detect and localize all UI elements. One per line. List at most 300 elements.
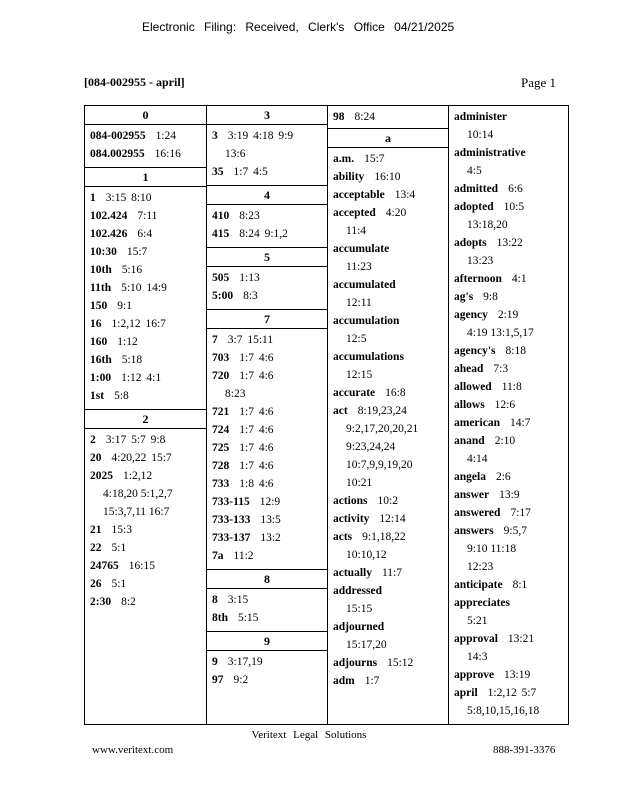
page-line-refs: 10:14 — [467, 129, 494, 141]
index-entry — [207, 529, 327, 547]
index-term: 725 — [212, 442, 230, 454]
index-term: appreciates — [454, 597, 511, 609]
index-entry-line — [449, 360, 568, 378]
index-term: approval — [454, 633, 498, 645]
index-entry-line — [85, 557, 206, 575]
index-entry-line — [328, 672, 448, 690]
index-entry-line — [328, 384, 448, 402]
index-term: 98 — [333, 111, 345, 123]
index-entry — [85, 225, 206, 243]
index-entry — [207, 671, 327, 689]
index-column-4 — [448, 106, 568, 724]
index-entry-line — [449, 666, 568, 684]
page-line-refs: 13:18,20 — [467, 219, 508, 231]
index-entry-line — [85, 127, 206, 145]
page-line-refs: 11:23 — [346, 261, 372, 273]
index-entry-continuation — [449, 450, 568, 468]
index-term: 084-002955 — [90, 130, 146, 142]
page-line-refs: 15:3,7,11 16:7 — [103, 506, 170, 518]
index-entry-line — [449, 468, 568, 486]
index-term: administer — [454, 111, 508, 123]
page-line-refs: 12:6 — [494, 399, 516, 411]
page-line-refs: 1:12 — [117, 336, 138, 348]
page-line-refs: 1:2,12 16:7 — [111, 318, 166, 330]
index-entry — [449, 396, 568, 414]
index-entry — [449, 288, 568, 306]
index-entry — [328, 204, 448, 240]
index-entry — [207, 609, 327, 627]
index-entry — [85, 557, 206, 575]
index-entry-line — [207, 529, 327, 547]
index-entry-continuation — [449, 324, 568, 342]
index-entry — [85, 467, 206, 521]
index-entry-line — [207, 207, 327, 225]
index-entry — [328, 108, 448, 126]
page-line-refs: 13:19 — [504, 669, 531, 681]
section-entries — [207, 589, 327, 631]
index-entry-continuation — [449, 216, 568, 234]
index-entry-continuation — [207, 145, 327, 163]
page-line-refs: 7:17 — [510, 507, 531, 519]
page-line-refs: 1:7 4:6 — [239, 424, 274, 436]
index-term: 22 — [90, 542, 102, 554]
column-top-entries — [449, 106, 568, 724]
index-entry-line — [207, 547, 327, 565]
section-entries — [85, 429, 206, 615]
index-entry — [449, 486, 568, 504]
index-term: administrative — [454, 147, 526, 159]
page-line-refs: 1:7 4:6 — [239, 352, 274, 364]
index-term: 1 — [90, 192, 96, 204]
index-entry-line — [449, 306, 568, 324]
page-line-refs: 6:6 — [508, 183, 523, 195]
index-entry-line — [207, 127, 327, 145]
index-entry-line — [449, 378, 568, 396]
word-index-grid — [84, 105, 569, 725]
index-term: 733 — [212, 478, 230, 490]
index-term: 724 — [212, 424, 230, 436]
index-term: adjourned — [333, 621, 385, 633]
page-line-refs: 12:23 — [467, 561, 494, 573]
index-term: april — [454, 687, 478, 699]
index-section — [207, 247, 327, 309]
index-entry — [207, 207, 327, 225]
index-section — [207, 309, 327, 569]
page-line-refs: 5:10 14:9 — [121, 282, 167, 294]
index-entry-continuation — [207, 385, 327, 403]
index-entry — [207, 287, 327, 305]
page-line-refs: 5:15 — [237, 612, 259, 624]
page-line-refs: 1:13 — [239, 272, 260, 284]
index-entry — [85, 261, 206, 279]
page-line-refs: 15:7 — [364, 153, 385, 165]
index-entry-line — [207, 511, 327, 529]
page-line-refs: 1:2,12 — [123, 470, 153, 482]
index-entry — [449, 468, 568, 486]
index-term: 2 — [90, 434, 96, 446]
index-term: 1st — [90, 390, 105, 402]
index-entry-line — [85, 189, 206, 207]
index-entry-continuation — [449, 702, 568, 720]
index-entry-continuation — [328, 222, 448, 240]
page-line-refs: 1:7 — [364, 675, 380, 687]
index-section — [85, 106, 206, 167]
index-term: american — [454, 417, 500, 429]
section-entries — [207, 651, 327, 693]
page-line-refs: 4:20,22 15:7 — [111, 452, 172, 464]
page-line-refs: 4:19 13:1,5,17 — [467, 327, 534, 339]
index-entry — [85, 333, 206, 351]
index-term: afternoon — [454, 273, 502, 285]
page-line-refs: 16:10 — [374, 171, 401, 183]
index-entry-continuation — [328, 438, 448, 456]
index-column-2 — [206, 106, 327, 724]
page-line-refs: 9:8 — [483, 291, 498, 303]
section-entries — [207, 205, 327, 247]
index-entry — [449, 594, 568, 630]
index-entry-continuation — [328, 366, 448, 384]
index-entry-line — [85, 261, 206, 279]
page-line-refs: 10:21 — [346, 477, 373, 489]
index-entry-line — [207, 367, 327, 385]
index-term: 733-133 — [212, 514, 251, 526]
index-entry-line — [328, 168, 448, 186]
index-entry-continuation — [328, 546, 448, 564]
page-line-refs: 12:11 — [346, 297, 372, 309]
page-line-refs: 13:9 — [499, 489, 520, 501]
page-line-refs: 3:7 15:11 — [227, 334, 274, 346]
page-line-refs: 7:11 — [137, 210, 158, 222]
index-entry — [85, 297, 206, 315]
page-line-refs: 12:5 — [346, 333, 367, 345]
index-entry — [449, 198, 568, 234]
index-entry-line — [328, 186, 448, 204]
section-entries — [328, 148, 448, 694]
index-entry-line — [207, 671, 327, 689]
index-entry — [85, 279, 206, 297]
index-entry — [328, 618, 448, 654]
index-term: adjourns — [333, 657, 378, 669]
index-entry-line — [449, 414, 568, 432]
index-term: act — [333, 405, 348, 417]
index-entry — [85, 369, 206, 387]
index-entry-line — [85, 369, 206, 387]
page-line-refs: 2:19 — [497, 309, 519, 321]
index-column-3 — [327, 106, 448, 724]
index-term: 16th — [90, 354, 112, 366]
index-entry-line — [449, 396, 568, 414]
index-term: actions — [333, 495, 368, 507]
page-line-refs: 13:21 — [507, 633, 535, 645]
page-line-refs: 15:15 — [346, 603, 373, 615]
index-entry-line — [85, 297, 206, 315]
section-header: a — [328, 129, 448, 148]
index-entry — [328, 168, 448, 186]
index-entry-continuation — [328, 294, 448, 312]
index-term: 26 — [90, 578, 102, 590]
index-entry — [328, 564, 448, 582]
page-line-refs: 12:9 — [259, 496, 281, 508]
index-term: 102.424 — [90, 210, 128, 222]
index-term: accumulations — [333, 351, 404, 363]
page-line-refs: 3:15 8:10 — [105, 192, 152, 204]
index-entry — [449, 306, 568, 342]
index-entry-line — [328, 348, 448, 366]
index-term: 1:00 — [90, 372, 112, 384]
index-entry-line — [207, 269, 327, 287]
index-entry-line — [85, 315, 206, 333]
index-term: actually — [333, 567, 372, 579]
index-entry-line — [328, 510, 448, 528]
index-section — [85, 409, 206, 615]
index-entry — [328, 402, 448, 492]
page-line-refs: 5:8,10,15,16,18 — [467, 705, 540, 717]
index-entry-line — [85, 351, 206, 369]
index-entry — [207, 653, 327, 671]
page-line-refs: 4:18,20 5:1,2,7 — [103, 488, 173, 500]
index-term: accumulated — [333, 279, 396, 291]
index-entry-line — [328, 276, 448, 294]
index-entry-line — [207, 493, 327, 511]
index-entry-continuation — [328, 636, 448, 654]
index-entry-line — [328, 618, 448, 636]
index-entry-line — [328, 528, 448, 546]
index-entry-line — [449, 486, 568, 504]
page-line-refs: 1:24 — [155, 130, 177, 142]
page-line-refs: 5:1 — [111, 578, 127, 590]
index-entry-continuation — [85, 503, 206, 521]
index-term: 084.002955 — [90, 148, 145, 160]
index-term: 11th — [90, 282, 112, 294]
index-term: 721 — [212, 406, 230, 418]
index-entry — [449, 666, 568, 684]
index-term: 733-115 — [212, 496, 250, 508]
index-entry-continuation — [449, 612, 568, 630]
page-line-refs: 9:2,17,20,20,21 — [346, 423, 419, 435]
index-term: answer — [454, 489, 490, 501]
index-term: 16 — [90, 318, 102, 330]
index-entry-line — [328, 312, 448, 330]
index-entry — [85, 387, 206, 405]
page-line-refs: 10:7,9,9,19,20 — [346, 459, 413, 471]
page-line-refs: 3:15 — [227, 594, 249, 606]
page-line-refs: 13:4 — [394, 189, 416, 201]
index-section — [207, 185, 327, 247]
index-entry-line — [328, 654, 448, 672]
section-header: 3 — [207, 106, 327, 125]
index-entry — [328, 528, 448, 564]
index-term: accumulation — [333, 315, 400, 327]
index-entry-line — [449, 234, 568, 252]
index-entry — [207, 457, 327, 475]
index-entry-line — [449, 144, 568, 162]
index-term: acceptable — [333, 189, 385, 201]
page-line-refs: 3:19 4:18 9:9 — [227, 130, 294, 142]
index-term: adopted — [454, 201, 494, 213]
index-term: 24765 — [90, 560, 119, 572]
index-entry-line — [449, 180, 568, 198]
index-entry-line — [85, 521, 206, 539]
index-entry — [207, 403, 327, 421]
index-entry-line — [449, 522, 568, 540]
page-line-refs: 13:5 — [260, 514, 281, 526]
index-entry-line — [328, 108, 448, 126]
index-entry — [449, 180, 568, 198]
page-line-refs: 14:7 — [509, 417, 531, 429]
section-header: 5 — [207, 247, 327, 267]
page-line-refs: 8:18 — [505, 345, 526, 357]
page-line-refs: 8:19,23,24 — [357, 405, 407, 417]
index-term: adopts — [454, 237, 487, 249]
index-entry — [449, 630, 568, 666]
index-entry-line — [85, 243, 206, 261]
case-label: [084-002955 - april] — [84, 75, 185, 89]
index-entry — [85, 207, 206, 225]
column-top-entries — [328, 106, 448, 129]
index-term: 21 — [90, 524, 102, 536]
page-line-refs: 9:23,24,24 — [346, 441, 396, 453]
index-term: 5:00 — [212, 290, 234, 302]
index-entry — [85, 315, 206, 333]
page-line-refs: 13:22 — [496, 237, 523, 249]
page-line-refs: 14:3 — [467, 651, 488, 663]
page-line-refs: 4:14 — [467, 453, 488, 465]
index-entry-line — [449, 630, 568, 648]
index-entry — [449, 576, 568, 594]
index-entry — [85, 431, 206, 449]
page-line-refs: 9:10 11:18 — [467, 543, 517, 555]
section-header: 8 — [207, 569, 327, 589]
page-line-refs: 1:7 4:6 — [239, 460, 274, 472]
index-entry-continuation — [328, 420, 448, 438]
index-term: 150 — [90, 300, 108, 312]
index-entry-line — [85, 593, 206, 611]
index-entry — [207, 225, 327, 243]
index-entry — [207, 591, 327, 609]
index-entry — [328, 654, 448, 672]
index-term: answered — [454, 507, 501, 519]
index-entry — [449, 414, 568, 432]
index-entry-line — [207, 163, 327, 181]
index-term: admitted — [454, 183, 499, 195]
index-term: 160 — [90, 336, 108, 348]
index-entry-line — [449, 108, 568, 126]
page-line-refs: 11:2 — [233, 550, 254, 562]
index-entry-continuation — [328, 600, 448, 618]
section-header: 9 — [207, 631, 327, 651]
index-entry — [449, 360, 568, 378]
page-line-refs: 11:7 — [381, 567, 403, 579]
index-entry-line — [207, 349, 327, 367]
index-entry-line — [207, 457, 327, 475]
index-entry — [85, 575, 206, 593]
index-entry — [449, 522, 568, 576]
index-entry-line — [207, 475, 327, 493]
index-entry-line — [328, 150, 448, 168]
page-line-refs: 1:7 4:6 — [239, 370, 274, 382]
index-term: adm — [333, 675, 355, 687]
index-entry-continuation — [449, 162, 568, 180]
index-entry-continuation — [328, 474, 448, 492]
index-entry-line — [449, 342, 568, 360]
index-entry-line — [85, 225, 206, 243]
index-term: allows — [454, 399, 485, 411]
section-header: 4 — [207, 185, 327, 205]
index-section — [328, 129, 448, 694]
index-entry-line — [85, 145, 206, 163]
index-entry-line — [85, 431, 206, 449]
index-term: anticipate — [454, 579, 503, 591]
page-line-refs: 9:1 — [117, 300, 132, 312]
index-entry — [449, 684, 568, 720]
index-term: allowed — [454, 381, 492, 393]
index-entry — [449, 342, 568, 360]
section-header: 2 — [85, 409, 206, 429]
page-line-refs: 5:16 — [121, 264, 143, 276]
footer-website: www.veritext.com — [92, 744, 174, 756]
index-entry — [449, 270, 568, 288]
page-line-refs: 15:3 — [111, 524, 132, 536]
page-line-refs: 4:5 — [467, 165, 482, 177]
page-line-refs: 8:1 — [512, 579, 528, 591]
index-term: ag's — [454, 291, 474, 303]
index-entry — [207, 349, 327, 367]
index-term: 20 — [90, 452, 102, 464]
index-entry — [328, 492, 448, 510]
index-term: 97 — [212, 674, 224, 686]
index-term: 10th — [90, 264, 112, 276]
index-entry-continuation — [449, 252, 568, 270]
index-entry-line — [449, 288, 568, 306]
page-line-refs: 8:2 — [121, 596, 136, 608]
index-entry — [85, 521, 206, 539]
page-line-refs: 2:6 — [495, 471, 511, 483]
index-term: 720 — [212, 370, 230, 382]
index-entry — [85, 127, 206, 145]
page-line-refs: 5:21 — [467, 615, 488, 627]
index-entry-line — [85, 467, 206, 485]
index-entry-continuation — [449, 540, 568, 558]
section-header: 0 — [85, 106, 206, 125]
index-entry-continuation — [328, 258, 448, 276]
index-entry — [207, 547, 327, 565]
index-term: agency — [454, 309, 488, 321]
section-header: 1 — [85, 167, 206, 187]
index-entry-line — [328, 492, 448, 510]
index-entry — [449, 378, 568, 396]
index-term: 9 — [212, 656, 218, 668]
index-term: 7 — [212, 334, 218, 346]
page-line-refs: 8:23 — [225, 388, 246, 400]
index-entry — [449, 108, 568, 144]
index-entry-continuation — [449, 126, 568, 144]
page-line-refs: 8:24 9:1,2 — [239, 228, 288, 240]
index-entry — [207, 493, 327, 511]
index-entry — [449, 234, 568, 270]
index-entry-line — [328, 240, 448, 258]
page-line-refs: 10:2 — [377, 495, 398, 507]
index-entry — [328, 672, 448, 690]
index-term: anand — [454, 435, 485, 447]
index-entry — [328, 186, 448, 204]
index-section — [207, 569, 327, 631]
section-entries — [85, 187, 206, 409]
index-term: 733-137 — [212, 532, 251, 544]
index-term: 2025 — [90, 470, 113, 482]
index-entry — [85, 189, 206, 207]
page-number: Page 1 — [521, 75, 557, 90]
index-entry-line — [328, 204, 448, 222]
